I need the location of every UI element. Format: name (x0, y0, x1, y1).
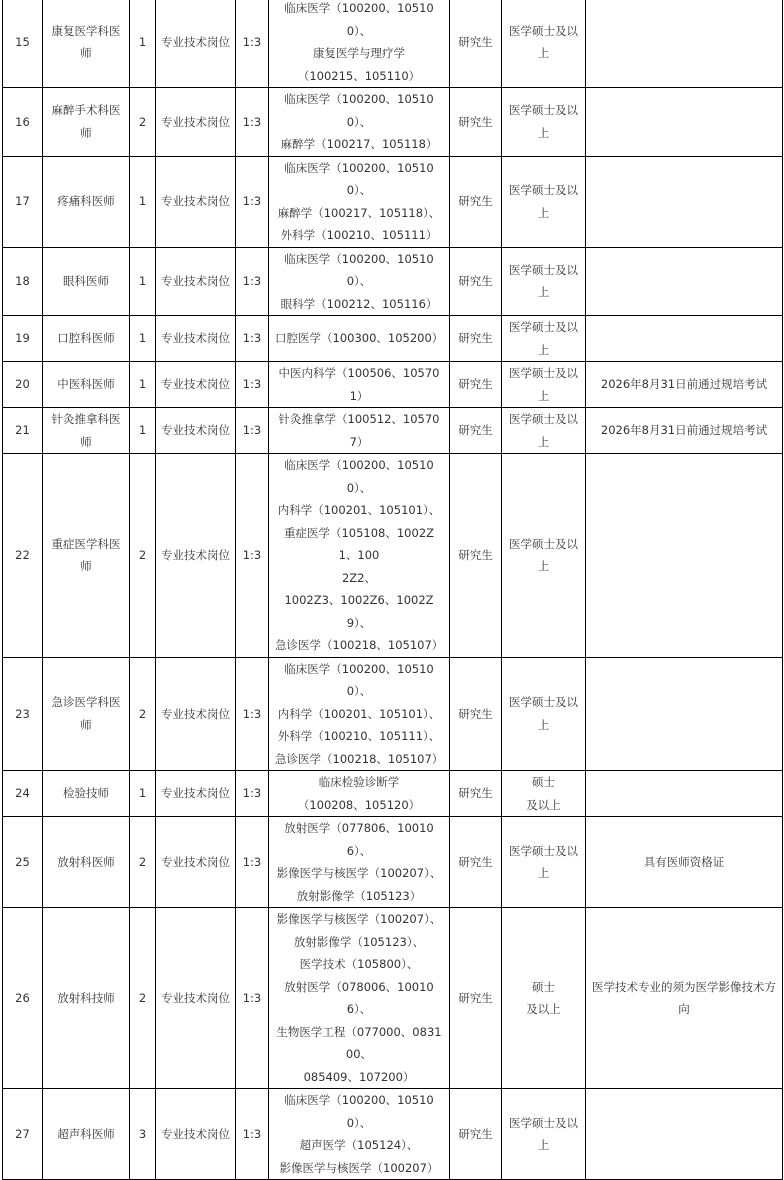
cell-education: 研究生 (450, 362, 502, 408)
cell-ratio: 1:3 (236, 657, 269, 771)
cell-major (269, 88, 450, 157)
cell-degree (502, 156, 586, 247)
cell-major (269, 408, 450, 454)
cell-note (586, 454, 783, 658)
cell-degree (502, 247, 586, 316)
cell-count: 1 (130, 156, 156, 247)
cell-degree-line: 医学硕士及以上 (509, 320, 578, 357)
table-row (3, 0, 783, 88)
recruitment-table (2, 0, 783, 1180)
cell-major-line: 内科学（100201、105101）、 (277, 706, 441, 721)
cell-ratio: 1:3 (236, 247, 269, 316)
cell-note: 医学技术专业的须为医学影像技术方向 (586, 908, 783, 1089)
cell-post-type: 专业技术岗位 (156, 88, 236, 157)
cell-major-line: 针灸推拿学（100512、105707） (278, 412, 440, 449)
cell-education: 研究生 (450, 908, 502, 1089)
cell-position-line: 针灸推拿科医 (51, 412, 121, 426)
table-body (3, 0, 783, 1180)
cell-education: 研究生 (450, 156, 502, 247)
cell-position-line: 师 (80, 125, 92, 140)
cell-note (586, 0, 783, 88)
table-row (3, 908, 783, 1089)
cell-major-line: 急诊医学（100218、105107） (275, 638, 444, 652)
cell-position (43, 0, 130, 88)
cell-position-line: 放射科技师 (57, 990, 115, 1005)
cell-post-type: 专业技术岗位 (156, 408, 236, 454)
cell-position (43, 454, 130, 658)
cell-degree-line: 硕士 (532, 775, 555, 789)
cell-number: 23 (3, 657, 43, 771)
table-row (3, 88, 783, 157)
cell-degree (502, 88, 586, 157)
cell-position (43, 408, 130, 454)
cell-degree (502, 408, 586, 454)
cell-degree-line: 医学硕士及以上 (509, 412, 578, 449)
cell-note (586, 657, 783, 771)
cell-count: 1 (130, 247, 156, 316)
cell-count: 2 (130, 657, 156, 771)
cell-major (269, 247, 450, 316)
cell-degree-line: 医学硕士及以上 (509, 695, 578, 732)
cell-degree-line: 医学硕士及以上 (509, 183, 578, 220)
cell-number: 21 (3, 408, 43, 454)
cell-position (43, 156, 130, 247)
cell-major-line: 医学技术（105800）、 (299, 957, 419, 971)
cell-major (269, 316, 450, 362)
cell-degree-line: 医学硕士及以上 (509, 366, 578, 403)
table-row (3, 817, 783, 908)
cell-note (586, 1089, 783, 1180)
cell-major-line: 内科学（100201、105101）、 (277, 503, 441, 517)
cell-degree (502, 657, 586, 771)
cell-degree-line: 医学硕士及以上 (509, 262, 578, 300)
table-row (3, 362, 783, 408)
cell-position (43, 316, 130, 362)
cell-position-line: 康复医学科医 (51, 23, 121, 38)
cell-major (269, 156, 450, 247)
cell-count: 2 (130, 817, 156, 908)
cell-degree-line: 医学硕士及以上 (509, 1115, 578, 1152)
cell-major-line: 康复医学与理疗学 (313, 46, 405, 60)
cell-major-line: 放射医学（077806、100106）、 (284, 821, 434, 858)
cell-degree (502, 908, 586, 1089)
cell-count: 1 (130, 408, 156, 454)
cell-note (586, 88, 783, 157)
cell-major-line: 临床医学（100200、105100）、 (284, 251, 434, 288)
cell-post-type: 专业技术岗位 (156, 156, 236, 247)
cell-degree (502, 362, 586, 408)
cell-ratio: 1:3 (236, 0, 269, 88)
cell-position-line: 放射科医师 (57, 854, 115, 869)
cell-position-line: 中医科医师 (57, 377, 115, 392)
cell-count: 1 (130, 316, 156, 362)
cell-count: 3 (130, 1089, 156, 1180)
cell-ratio: 1:3 (236, 316, 269, 362)
cell-major-line: 放射影像学（105123）、 (293, 934, 425, 949)
cell-major-line: 外科学（100210、105111） (280, 228, 438, 242)
cell-major (269, 817, 450, 908)
cell-major-line: 放射医学（078006、100106）、 (284, 979, 434, 1016)
cell-position-line: 师 (80, 559, 92, 574)
cell-major (269, 771, 450, 817)
cell-note (586, 771, 783, 817)
cell-position-line: 师 (80, 434, 92, 449)
cell-ratio: 1:3 (236, 454, 269, 658)
cell-major (269, 1089, 450, 1180)
cell-degree (502, 817, 586, 908)
cell-major-line: 2Z2、 (341, 570, 376, 585)
cell-education: 研究生 (450, 88, 502, 157)
table-row (3, 247, 783, 316)
cell-major-line: 085409、107200） (303, 1069, 415, 1084)
cell-education: 研究生 (450, 247, 502, 316)
cell-degree-line: 硕士 (532, 979, 555, 994)
table-row (3, 454, 783, 658)
cell-post-type: 专业技术岗位 (156, 908, 236, 1089)
cell-major-line: 临床医学（100200、105100）、 (284, 1, 434, 38)
cell-ratio: 1:3 (236, 817, 269, 908)
cell-degree (502, 1089, 586, 1180)
cell-count: 1 (130, 362, 156, 408)
cell-major-line: 影像医学与核医学（100207） (279, 1160, 439, 1175)
cell-note: 2026年8月31日前通过规培考试 (586, 408, 783, 454)
cell-degree (502, 316, 586, 362)
cell-post-type: 专业技术岗位 (156, 0, 236, 88)
cell-education: 研究生 (450, 454, 502, 658)
cell-position (43, 362, 130, 408)
cell-degree-line: 医学硕士及以上 (509, 536, 578, 574)
cell-ratio: 1:3 (236, 88, 269, 157)
cell-major (269, 0, 450, 88)
cell-education: 研究生 (450, 316, 502, 362)
cell-number: 25 (3, 817, 43, 908)
cell-major-line: 临床医学（100200、105100）、 (284, 1093, 434, 1130)
cell-position-line: 师 (80, 46, 92, 60)
cell-number: 16 (3, 88, 43, 157)
cell-number: 22 (3, 454, 43, 658)
cell-position (43, 247, 130, 316)
cell-ratio: 1:3 (236, 408, 269, 454)
cell-position-line: 重症医学科医 (51, 536, 121, 551)
cell-number: 20 (3, 362, 43, 408)
cell-major-line: 临床检验诊断学 (318, 775, 400, 789)
cell-major (269, 657, 450, 771)
cell-count: 1 (130, 771, 156, 817)
cell-major-line: 放射影像学（105123） (296, 888, 422, 903)
cell-major (269, 908, 450, 1089)
cell-degree (502, 771, 586, 817)
cell-education: 研究生 (450, 771, 502, 817)
cell-number: 24 (3, 771, 43, 817)
cell-position (43, 908, 130, 1089)
cell-ratio: 1:3 (236, 908, 269, 1089)
cell-major-line: 口腔医学（100300、105200） (275, 331, 444, 346)
cell-education: 研究生 (450, 0, 502, 88)
cell-education: 研究生 (450, 657, 502, 771)
cell-degree-line: 医学硕士及以上 (509, 23, 578, 60)
cell-major-line: 1002Z3、1002Z6、1002Z9）、 (284, 593, 434, 630)
cell-note (586, 316, 783, 362)
cell-education: 研究生 (450, 817, 502, 908)
cell-degree (502, 0, 586, 88)
cell-post-type: 专业技术岗位 (156, 1089, 236, 1180)
cell-count: 2 (130, 454, 156, 658)
cell-major-line: 超声医学（105124）、 (299, 1138, 419, 1152)
cell-major-line: 生物医学工程（077000、083100、 (276, 1024, 442, 1061)
cell-post-type: 专业技术岗位 (156, 817, 236, 908)
cell-ratio: 1:3 (236, 1089, 269, 1180)
table-row (3, 408, 783, 454)
cell-major-line: 临床医学（100200、105100）、 (284, 458, 434, 495)
cell-position-line: 师 (80, 717, 92, 732)
cell-major-line: 急诊医学（100218、105107） (275, 751, 444, 766)
cell-number: 26 (3, 908, 43, 1089)
cell-major-line: 重症医学（105108、1002Z1、100 (283, 525, 435, 562)
cell-post-type: 专业技术岗位 (156, 362, 236, 408)
cell-major-line: （100208、105120） (297, 797, 421, 812)
cell-note (586, 156, 783, 247)
cell-post-type: 专业技术岗位 (156, 454, 236, 658)
cell-ratio: 1:3 (236, 771, 269, 817)
cell-count: 2 (130, 908, 156, 1089)
cell-post-type: 专业技术岗位 (156, 657, 236, 771)
cell-major-line: 外科学（100210、105111）、 (277, 729, 441, 743)
table-row (3, 156, 783, 247)
cell-position (43, 1089, 130, 1180)
cell-major (269, 362, 450, 408)
cell-degree-line: 医学硕士及以上 (509, 843, 578, 880)
cell-position-line: 疼痛科医师 (57, 194, 115, 209)
cell-note: 2026年8月31日前通过规培考试 (586, 362, 783, 408)
cell-major-line: 中医内科学（100506、105701） (278, 366, 440, 403)
cell-position-line: 麻醉手术科医 (51, 103, 121, 118)
cell-major-line: 眼科学（100212、105116） (280, 296, 438, 311)
cell-count: 1 (130, 0, 156, 88)
cell-number: 18 (3, 247, 43, 316)
cell-major (269, 454, 450, 658)
cell-degree (502, 454, 586, 658)
cell-post-type: 专业技术岗位 (156, 247, 236, 316)
cell-position (43, 657, 130, 771)
cell-position (43, 817, 130, 908)
cell-number: 15 (3, 0, 43, 88)
cell-degree-line: 医学硕士及以上 (509, 103, 578, 140)
cell-major-line: 麻醉学（100217、105118） (280, 137, 438, 151)
table-row (3, 316, 783, 362)
table-row (3, 657, 783, 771)
cell-major-line: 临床医学（100200、105100）、 (284, 160, 434, 197)
cell-ratio: 1:3 (236, 156, 269, 247)
cell-position (43, 88, 130, 157)
cell-education: 研究生 (450, 1089, 502, 1180)
cell-position (43, 771, 130, 817)
cell-number: 17 (3, 156, 43, 247)
cell-position-line: 口腔科医师 (57, 331, 115, 346)
cell-degree-line: 及以上 (526, 797, 561, 812)
cell-major-line: 影像医学与核医学（100207）、 (276, 866, 442, 880)
cell-note: 具有医师资格证 (586, 817, 783, 908)
table-row (3, 1089, 783, 1180)
cell-major-line: 影像医学与核医学（100207）、 (276, 912, 442, 926)
cell-degree-line: 及以上 (526, 1002, 561, 1016)
cell-note (586, 247, 783, 316)
cell-post-type: 专业技术岗位 (156, 771, 236, 817)
cell-major-line: 麻醉学（100217、105118）、 (277, 205, 441, 220)
cell-post-type: 专业技术岗位 (156, 316, 236, 362)
cell-number: 19 (3, 316, 43, 362)
cell-number: 27 (3, 1089, 43, 1180)
table-row (3, 771, 783, 817)
cell-count: 2 (130, 88, 156, 157)
cell-education: 研究生 (450, 408, 502, 454)
cell-position-line: 眼科医师 (63, 274, 109, 288)
cell-position-line: 检验技师 (63, 786, 109, 801)
cell-position-line: 急诊医学科医 (51, 695, 121, 710)
cell-position-line: 超声科医师 (57, 1126, 115, 1141)
cell-major-line: 临床医学（100200、105100）、 (284, 661, 434, 698)
cell-ratio: 1:3 (236, 362, 269, 408)
cell-major-line: 临床医学（100200、105100）、 (284, 92, 434, 129)
cell-major-line: （100215、105110） (297, 68, 421, 83)
